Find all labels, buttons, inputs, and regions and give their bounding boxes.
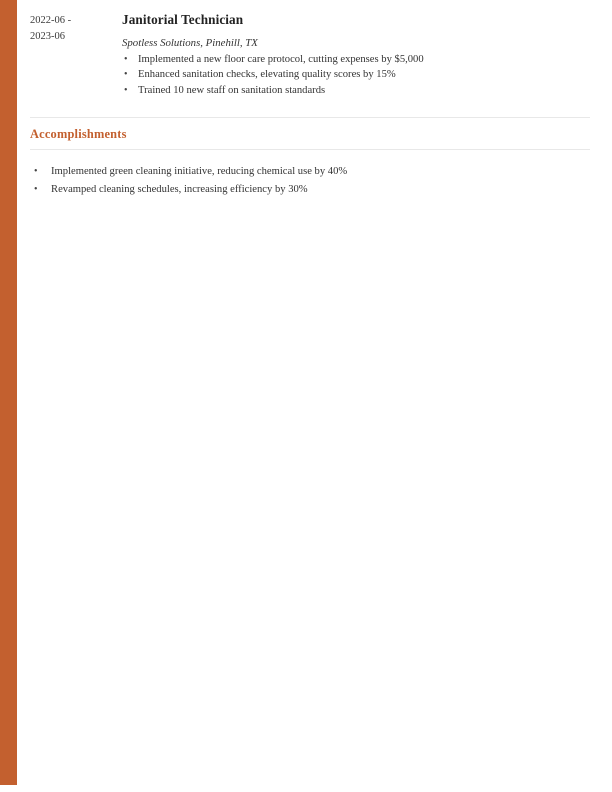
left-accent-bar [0, 0, 17, 785]
list-item [122, 67, 612, 82]
experience-job-title: Janitorial Technician [122, 12, 244, 27]
experience-end-date: 2023-06 [30, 30, 65, 42]
list-item-text: Trained 10 new staff on sanitation standards [138, 84, 326, 96]
bullet-icon: • [34, 166, 38, 177]
experience-start-date: 2022-06 - [30, 15, 72, 26]
experience-bullet-list [122, 52, 612, 98]
bullet-icon: • [34, 183, 38, 195]
list-item-text: Enhanced sanitation checks, elevating quality scores by 15% [138, 69, 396, 81]
list-item-text: Revamped cleaning schedules, increasing efficiency by 30% [51, 183, 308, 195]
accomplishments-body [30, 150, 590, 198]
experience-details [118, 12, 612, 98]
list-item-text: Implemented green cleaning initiative, reducing chemical use by 40% [51, 166, 348, 177]
section-heading-accomplishments: Accomplishments [30, 127, 127, 141]
list-item [122, 83, 612, 98]
bullet-icon: • [124, 84, 128, 96]
list-item-text: Implemented a new floor care protocol, cutting expenses by $5,000 [138, 54, 424, 65]
accomplishments-bullet-list [30, 163, 590, 198]
bullet-icon: • [124, 54, 128, 65]
bullet-icon: • [124, 69, 128, 81]
accomplishments-section [30, 117, 590, 198]
list-item [30, 181, 590, 199]
experience-date-range [30, 12, 118, 44]
experience-organization: Spotless Solutions, Pinehill, TX [122, 37, 258, 49]
experience-entry [0, 12, 612, 98]
list-item [122, 52, 612, 67]
list-item [30, 163, 590, 181]
